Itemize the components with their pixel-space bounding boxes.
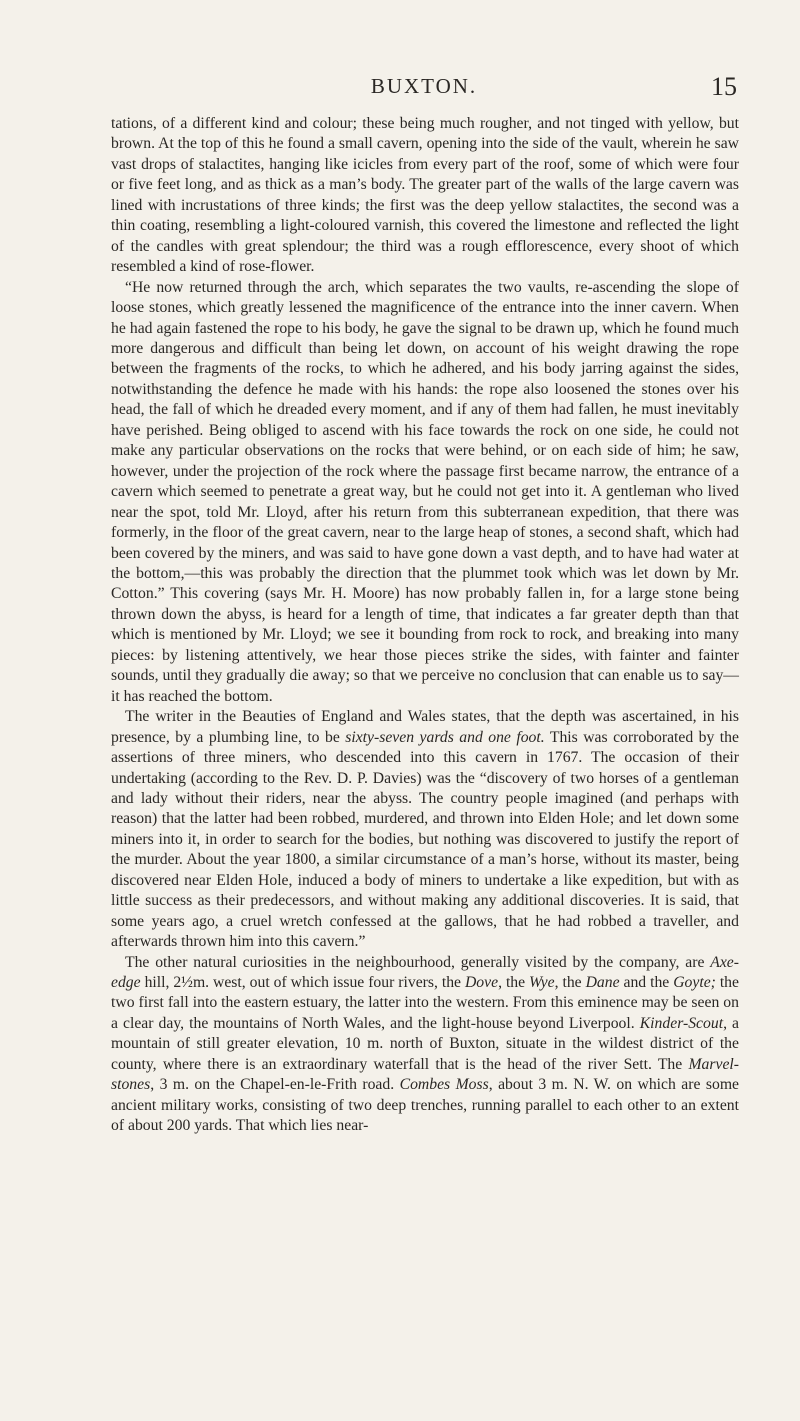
place-axe-edge: Axe-edge <box>111 953 739 992</box>
running-title: BUXTON. <box>370 74 478 98</box>
paragraph-depth: The writer in the Beauties of England and Wales states, that the depth was ascertained, in his presence, by a plumbing line, to be sixty-seven yards and one foot. This was corroborated by the assertions of three miners, who descended into this cavern in 1767. The occasion of their undertaking (according to the Rev. D. P. Davies) was the “discovery of two horses of a gentleman and lady without their riders, near the abyss. The country people imagined (and perhaps with reason) that the latter had been robbed, murdered, and thrown into Elden Hole; and let down some miners into it, in order to search for the bodies, but nothing was discovered to justify the report of the murder. About the year 1800, a similar circumstance of a man’s horse, without its master, being discovered near Elden Hole, induced a body of miners to undertake a like expedition, but with as little success as their predecessors, and without making any additional discoveries. It is said, that some years ago, a cruel wretch confessed at the gallows, that he had robbed a traveller, and afterwards thrown him into this cavern.” <box>111 708 739 951</box>
emphasis-depth: sixty-seven yards and one foot. <box>345 728 545 746</box>
place-combes-moss: Combes Moss <box>399 1076 489 1094</box>
body-text <box>111 114 739 1137</box>
river-dove: Dove <box>464 974 499 992</box>
place-marvel-stones: Marvel-stones <box>111 1055 739 1094</box>
river-goyte: Goyte; <box>673 974 716 992</box>
page-number: 15 <box>711 72 737 101</box>
paragraph-curiosities: The other natural curiosities in the neighbourhood, generally visited by the company, are Axe-edge hill, 2½m. west, out of which issue four rivers, the Dove, the Wye, the Dane and the Goyte; the two first fall into the eastern estuary, the latter into the western. From this eminence may be seen on a clear day, the mountains of North Wales, and the light-house beyond Liverpool. Kinder-Scout, a mountain of still greater elevation, 10 m. north of Buxton, situate in the wildest district of the county, where there is an extraordinary waterfall that is the head of the river Sett. The Marvel-stones, 3 m. on the Chapel-en-le-Frith road. Combes Moss, about 3 m. N. W. on which are some ancient military works, consisting of two deep trenches, running parallel to each other to an extent of about 200 yards. That which lies near- <box>111 953 739 1135</box>
page-header <box>111 74 737 104</box>
river-wye: Wye <box>529 974 555 992</box>
paragraph-quotation: “He now returned through the arch, which separates the two vaults, re-ascending the slope of loose stones, which greatly lessened the magnificence of the entrance into the inner cavern. When he had again fastened the rope to his body, he gave the signal to be drawn up, which he found much more dangerous and difficult than being let down, on account of his weight drawing the rope between the fragments of the rocks, to which he adhered, and his body jarring against the sides, notwithstanding the defence he made with his hands: the rope also loosened the stones over his head, the fall of which he dreaded every moment, and if any of them had fallen, he must inevitably have perished. Being obliged to ascend with his face towards the rock on one side, he could not make any particular observations on the rocks that were behind, or on each side of him; he saw, however, under the projection of the rock where the passage first became narrow, the entrance of a cavern which seemed to penetrate a great way, but he could not get into it. A gentleman who lived near the spot, told Mr. Lloyd, after his return from this subterranean expedition, that there was formerly, in the floor of the great cavern, near to the large heap of stones, a second shaft, which had been covered by the miners, and was said to have gone down a vast depth, and to have had water at the bottom,—this was probably the direction that the plummet took which was let down by Mr. Cotton.” This covering (says Mr. H. Moore) has now probably fallen in, for a large stone being thrown down the abyss, is heard for a length of time, that indicates a far greater depth than that which is mentioned by Mr. Lloyd; we see it bounding from rock to rock, and breaking into many pieces: by listening attentively, we hear those pieces strike the sides, with fainter and fainter sounds, until they gradually die away; so that we perceive no conclusion that can enable us to say—it has reached the bottom. <box>111 278 739 705</box>
river-dane: Dane <box>585 974 620 992</box>
paragraph-continued: tations, of a different kind and colour; these being much rougher, and not tinged with yellow, but brown. At the top of this he found a small cavern, opening into the side of the vault, wherein he saw vast drops of stalactites, hanging like icicles from every part of the roof, some of which were four or five feet long, and as thick as a man’s body. The greater part of the walls of the large cavern was lined with incrustations of three kinds; the first was the deep yellow stalactites, the second was a thin coating, resembling a light-coloured varnish, this covered the limestone and reflected the light of the candles with great splendour; the third was a rough efflorescence, every shoot of which resembled a kind of rose-flower. <box>111 115 739 276</box>
place-kinder-scout: Kinder-Scout <box>639 1014 724 1032</box>
